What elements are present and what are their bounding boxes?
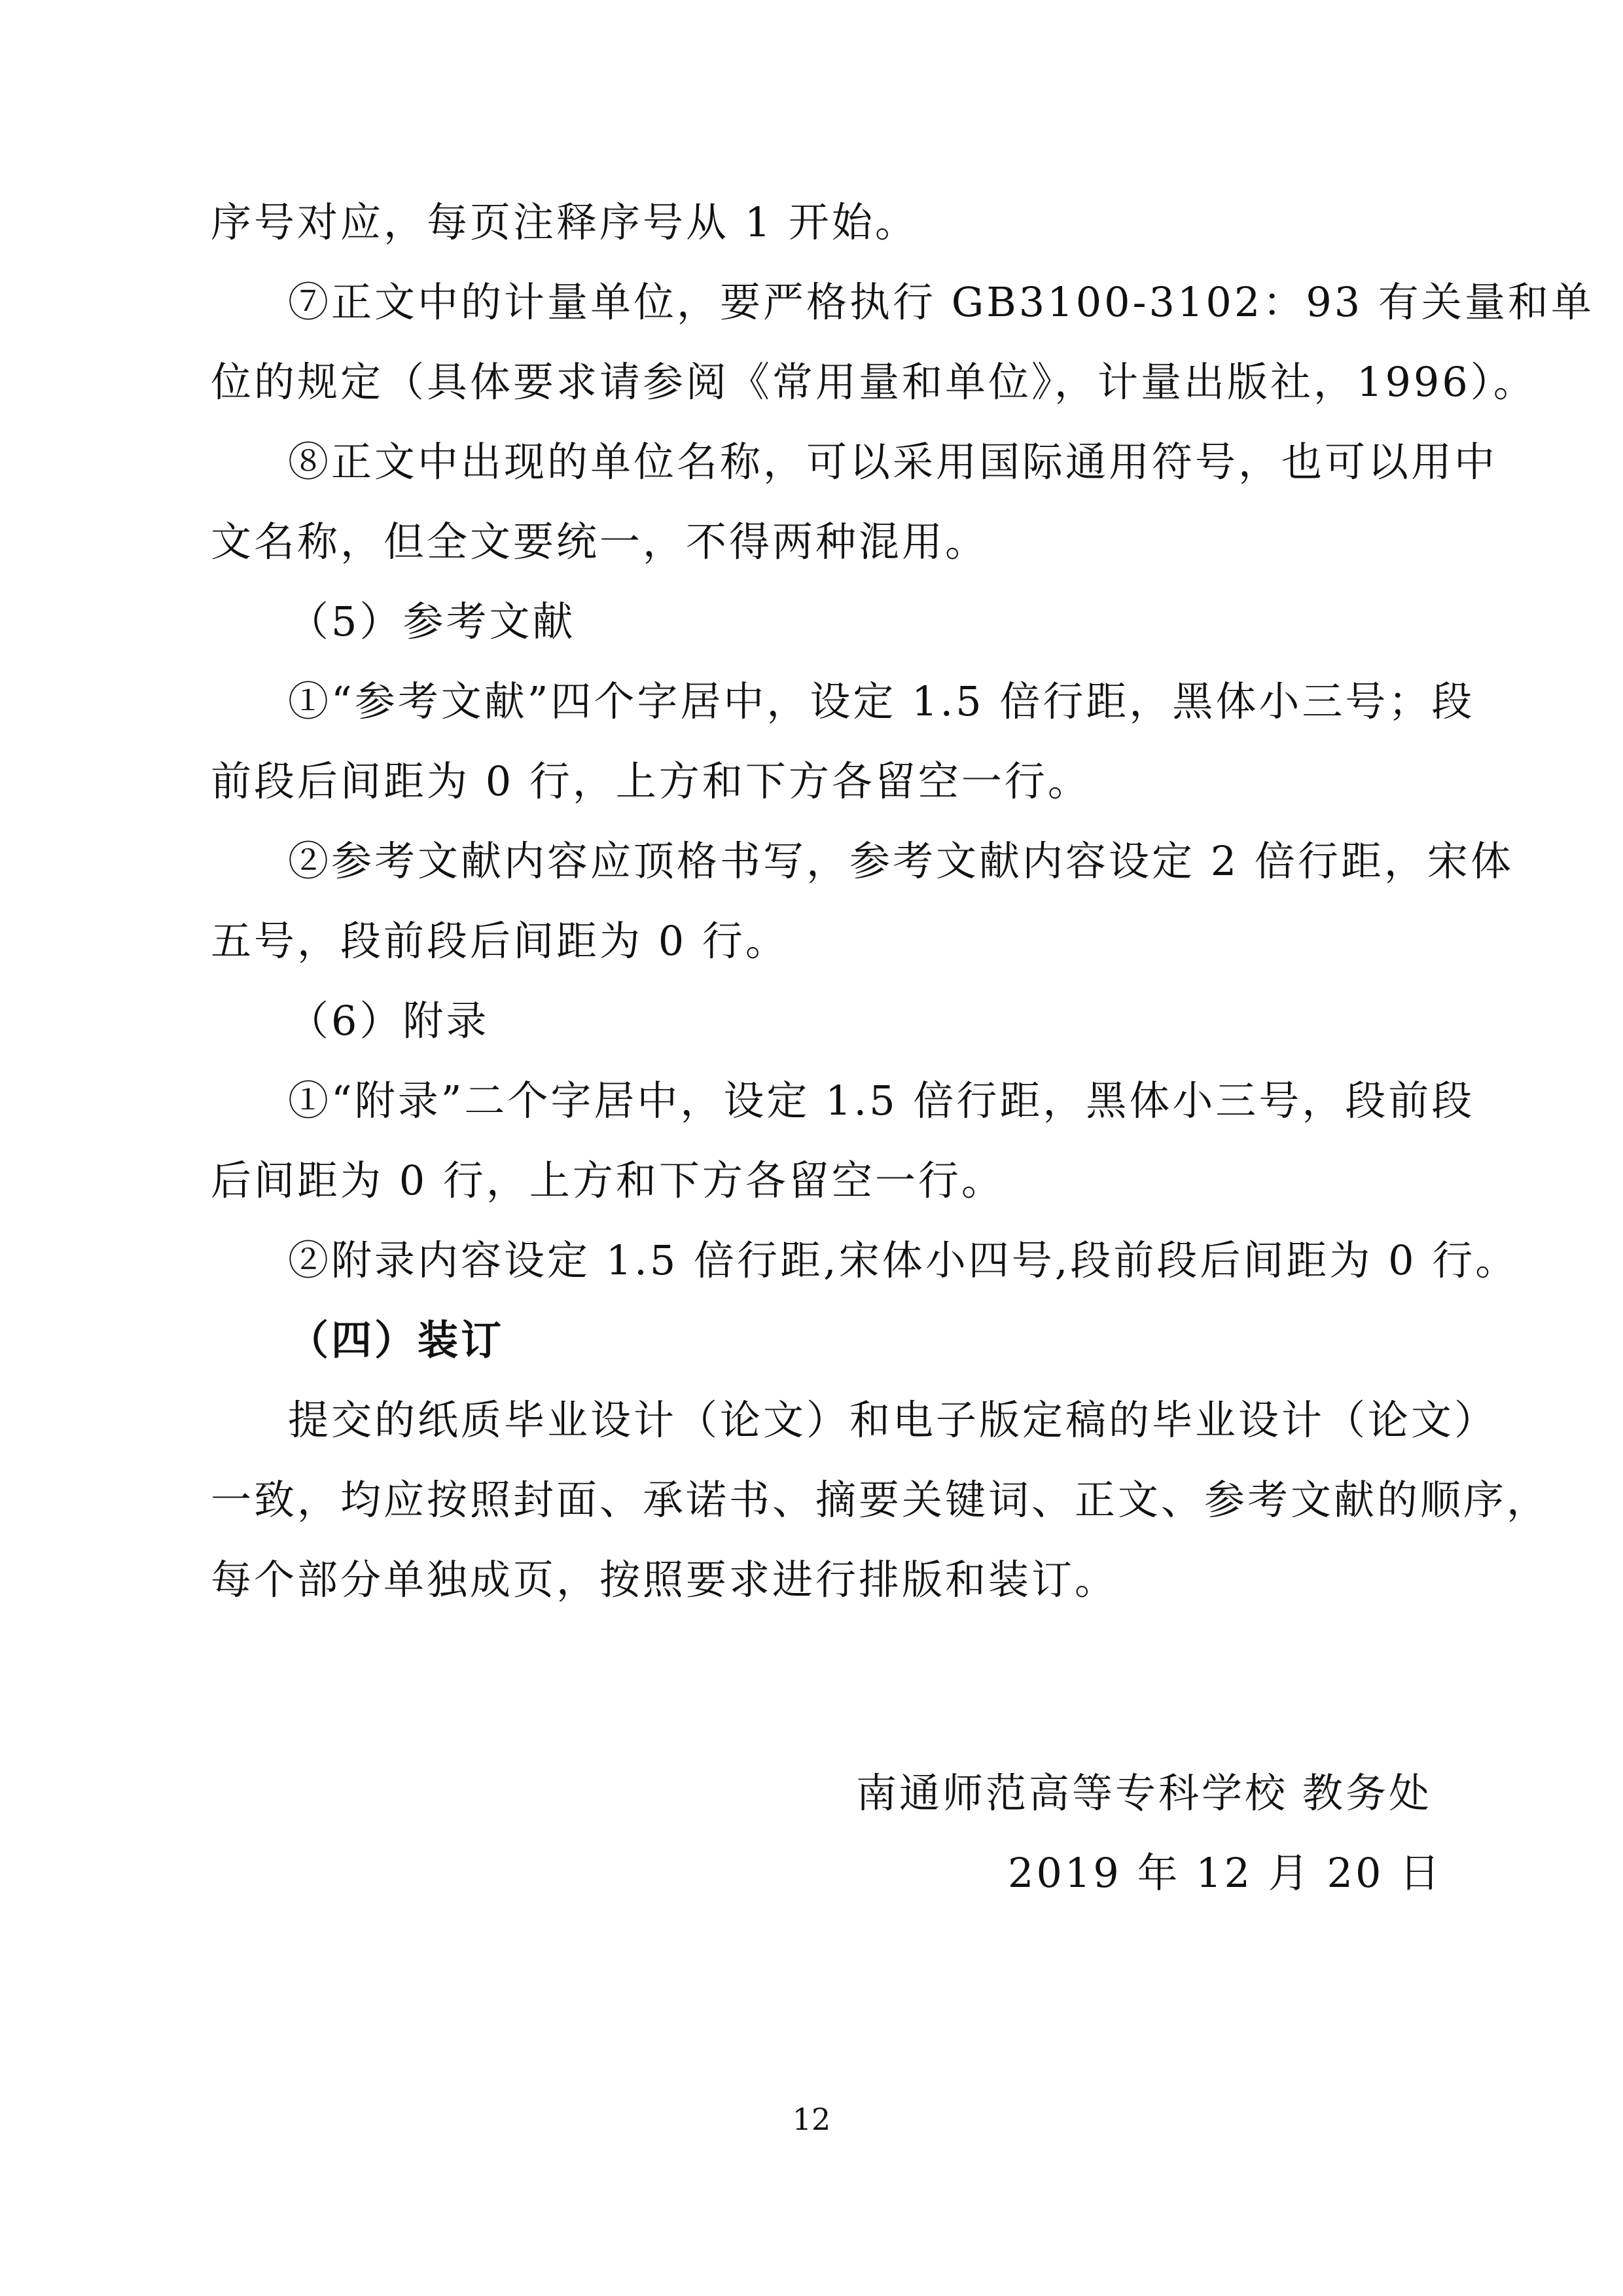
signature-date: 2019 年 12 月 20 日 [1008,1849,1443,1897]
body-line-17: 一致，均应按照封面、承诺书、摘要关键词、正文、参考文献的顺序， [211,1476,1550,1524]
body-line-1: 序号对应，每页注释序号从 1 开始。 [211,198,918,246]
signature-organization: 南通师范高等专科学校 [856,1769,1289,1817]
section-heading-references: （5）参考文献 [288,598,576,645]
body-line-10: 五号，段前段后间距为 0 行。 [211,917,789,965]
body-line-2: ⑦正文中的计量单位，要严格执行 GB3100-3102：93 有关量和单 [288,278,1594,326]
body-line-3: 位的规定（具体要求请参阅《常用量和单位》，计量出版社，1996）。 [211,358,1537,406]
body-line-13: 后间距为 0 行，上方和下方各留空一行。 [211,1157,1005,1204]
body-line-12: ①“附录”二个字居中，设定 1.5 倍行距，黑体小三号，段前段 [288,1077,1475,1124]
body-line-16: 提交的纸质毕业设计（论文）和电子版定稿的毕业设计（论文） [288,1396,1498,1444]
body-line-4: ⑧正文中出现的单位名称，可以采用国际通用符号，也可以用中 [288,438,1498,486]
body-line-5: 文名称，但全文要统一，不得两种混用。 [211,518,989,565]
body-line-7: ①“参考文献”四个字居中，设定 1.5 倍行距，黑体小三号；段 [288,677,1475,725]
body-line-14: ②附录内容设定 1.5 倍行距,宋体小四号,段前段后间距为 0 行。 [288,1236,1519,1284]
body-line-18: 每个部分单独成页，按照要求进行排版和装订。 [211,1556,1118,1604]
body-line-9: ②参考文献内容应顶格书写，参考文献内容设定 2 倍行距，宋体 [288,837,1514,885]
body-line-8: 前段后间距为 0 行，上方和下方各留空一行。 [211,757,1091,805]
page-number: 12 [792,2102,831,2137]
signature-department: 教务处 [1302,1769,1433,1817]
section-heading-appendix: （6）附录 [288,997,490,1045]
section-heading-binding: （四）装订 [288,1316,505,1364]
